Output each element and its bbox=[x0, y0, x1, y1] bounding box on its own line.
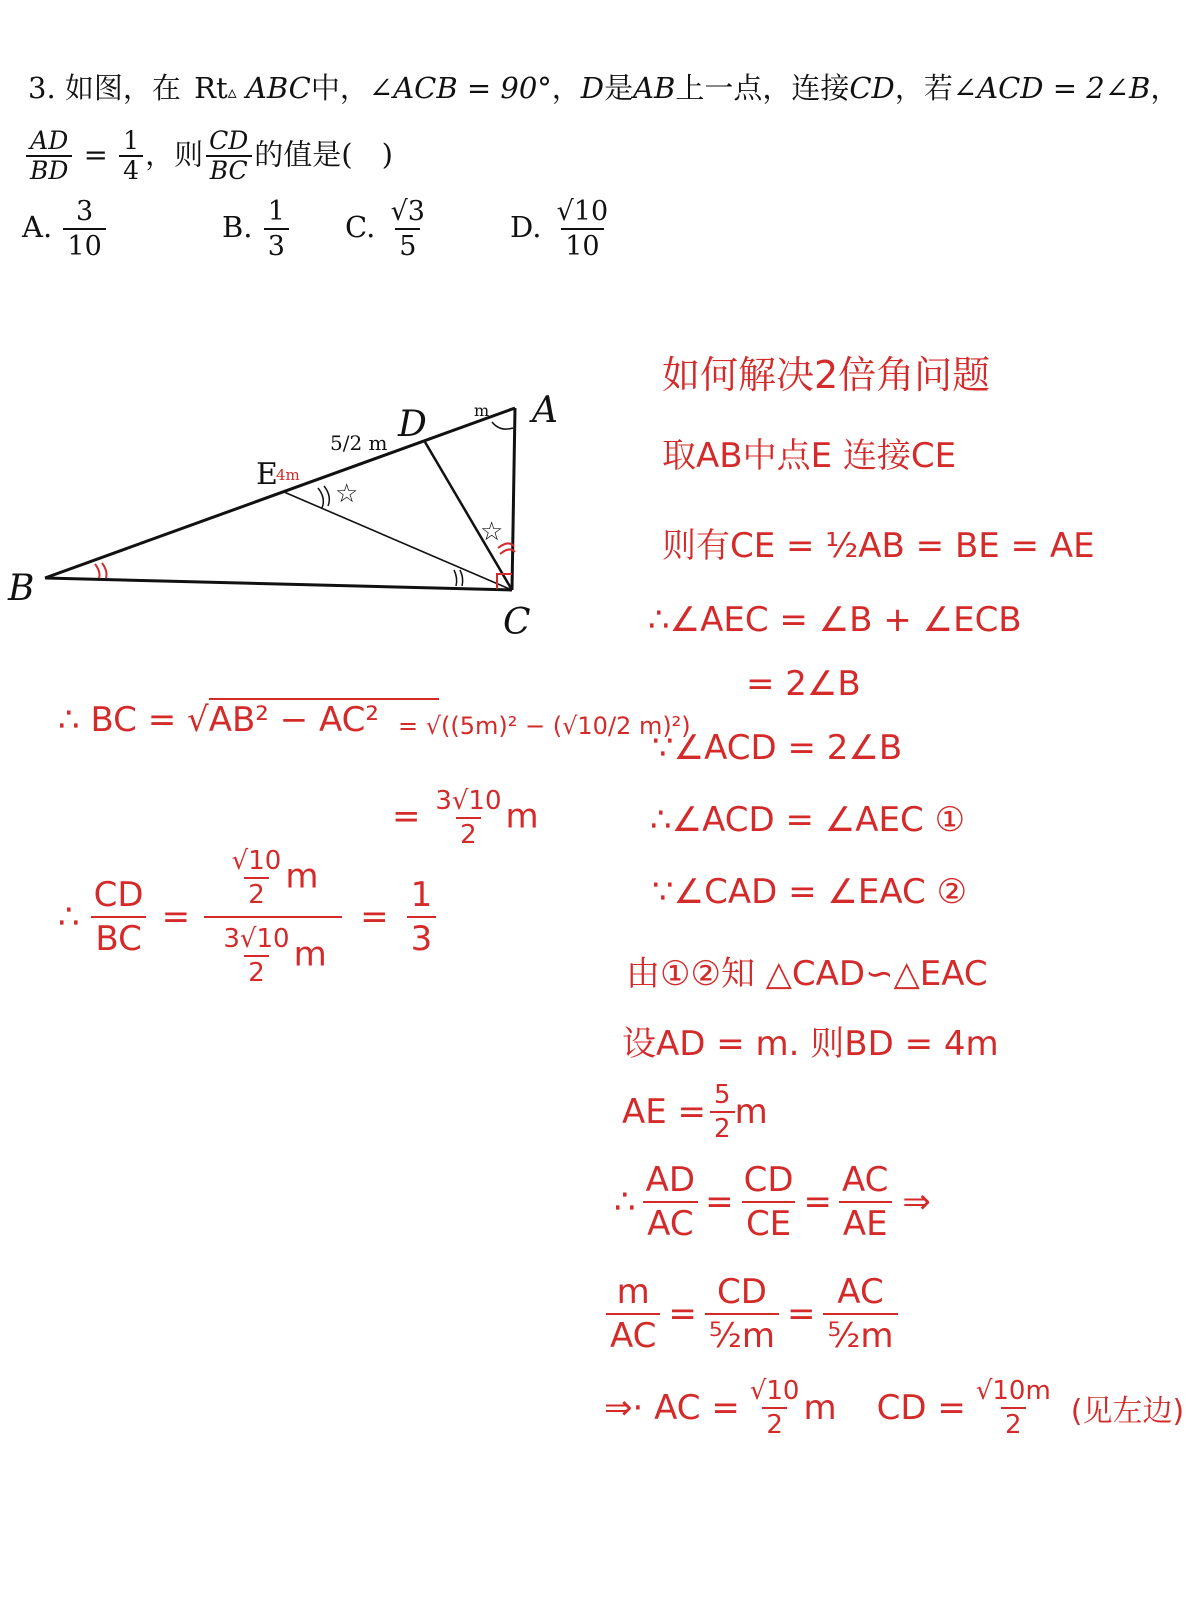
step-angle-equal-2: ∵∠CAD = ∠EAC ② bbox=[652, 872, 968, 912]
vertex-b-label: B bbox=[8, 568, 35, 609]
triangle-name: ABC bbox=[245, 71, 311, 105]
step-2b: = 2∠B bbox=[746, 664, 861, 704]
angle-ecb-mark bbox=[454, 570, 457, 586]
problem-text: 是 bbox=[604, 71, 634, 105]
angle-a-mark bbox=[492, 422, 513, 429]
angle-condition: ∠ACD = 2∠B bbox=[952, 71, 1151, 105]
angle-aec-mark bbox=[318, 488, 323, 508]
problem-number: 3. bbox=[28, 71, 56, 105]
step-ae: AE = $\frac{5}{2}$ m bbox=[622, 1080, 768, 1144]
step-midpoint: 取AB中点E 连接CE bbox=[662, 436, 957, 476]
segment-ab: AB bbox=[633, 71, 676, 105]
bc-formula: ∴ BC = √AB² − AC² bbox=[58, 700, 439, 740]
step-similar: 由①②知 △CAD∽△EAC bbox=[626, 954, 988, 994]
option-b[interactable]: B. $\frac{1}{3}$ bbox=[222, 196, 291, 262]
bc-step-3: = $\frac{3√10}{2}$ m bbox=[392, 786, 539, 850]
vertex-e-label: E bbox=[256, 457, 278, 492]
step-ce-equal: 则有CE = ½AB = BE = AE bbox=[662, 526, 1095, 566]
problem-line-2 bbox=[24, 128, 393, 185]
ratio-value: $\frac{1}{4}$ bbox=[119, 128, 143, 185]
problem-line-1 bbox=[28, 71, 1180, 105]
step-angle-equal-1: ∴∠ACD = ∠AEC ① bbox=[650, 800, 966, 840]
problem-text: ， bbox=[551, 71, 581, 105]
segment-ac-line bbox=[512, 408, 515, 590]
length-am-label: m bbox=[474, 401, 490, 420]
vertex-c-label: C bbox=[503, 602, 531, 643]
equals-sign: = bbox=[83, 137, 108, 172]
problem-text: 的值是( ) bbox=[254, 137, 393, 172]
vertex-a-label: A bbox=[532, 390, 558, 431]
step-results: ⇒· AC = $\frac{√10}{2}$ m CD = $\frac{√10m}{2}$ (见左边) bbox=[604, 1376, 1185, 1440]
vertex-d-label: D bbox=[398, 404, 427, 445]
step-given-angle: ∵∠ACD = 2∠B bbox=[652, 728, 903, 768]
angle-b-mark bbox=[95, 564, 100, 578]
segment-ce-line bbox=[284, 492, 512, 590]
step-angle-aec: ∴∠AEC = ∠B + ∠ECB bbox=[648, 600, 1022, 640]
step-proportion: ∴ $\frac{AD}{AC}$ = $\frac{CD}{CE}$ = $\frac{AC}{AE}$ ⇒ bbox=[614, 1160, 931, 1244]
step-let-ad: 设AD = m. 则BD = 4m bbox=[622, 1024, 999, 1064]
option-d[interactable]: D. $\frac{√10}{10}$ bbox=[510, 196, 609, 262]
final-answer: $\frac{1}{3}$ bbox=[407, 875, 437, 959]
problem-text: 如图，在 bbox=[64, 71, 181, 105]
length-e-tag: 4m bbox=[276, 466, 300, 484]
option-c[interactable]: C. $\frac{√3}{5}$ bbox=[345, 196, 425, 262]
star-mark-c: ☆ bbox=[480, 517, 504, 547]
problem-text: 上一点，连接 bbox=[675, 71, 850, 105]
ratio-cd-bc: $\frac{CD}{BC}$ bbox=[205, 128, 252, 185]
segment-ab-line bbox=[45, 408, 515, 578]
problem-text: ，则 bbox=[145, 137, 204, 172]
triangle-symbol: ▵ bbox=[227, 82, 237, 103]
problem-text: ， bbox=[1150, 71, 1180, 105]
option-a[interactable]: A. $\frac{3}{10}$ bbox=[22, 196, 108, 262]
triangle-figure bbox=[0, 380, 600, 660]
point-d: D bbox=[580, 71, 605, 105]
angle-acb: ∠ACB = 90° bbox=[368, 71, 552, 105]
star-mark-e: ☆ bbox=[335, 479, 359, 509]
segment-bc-line bbox=[45, 578, 512, 590]
cd-over-bc: $\frac{CD}{BC}$ bbox=[90, 875, 148, 959]
cd-bc-result: ∴ $\frac{CD}{BC}$ = $\frac{√10}{2}$ m $\frac{3√10}{2}$ m = $\frac{1}{3}$ bbox=[58, 846, 436, 988]
rt-label: Rt bbox=[194, 71, 228, 105]
step-substitute: $\frac{m}{AC}$ = $\frac{CD}{\text{⁵⁄₂m}}$ = $\frac{AC}{\text{⁵⁄₂m}}$ bbox=[606, 1272, 898, 1356]
bc-step-2: = √((5m)² − (√10/2 m)²) bbox=[398, 712, 691, 740]
problem-text: ，若 bbox=[894, 71, 953, 105]
segment-cd-line bbox=[425, 442, 512, 590]
problem-text: 中， bbox=[310, 71, 369, 105]
segment-cd: CD bbox=[849, 71, 895, 105]
solution-title: 如何解决2倍角问题 bbox=[662, 353, 991, 397]
ratio-ad-bd: $\frac{AD}{BD}$ bbox=[26, 128, 72, 185]
length-de-label: 5/2 m bbox=[330, 431, 388, 455]
bc-radicand: AB² − AC² bbox=[209, 698, 439, 740]
big-fraction: $\frac{√10}{2}$ m $\frac{3√10}{2}$ m bbox=[204, 846, 342, 988]
